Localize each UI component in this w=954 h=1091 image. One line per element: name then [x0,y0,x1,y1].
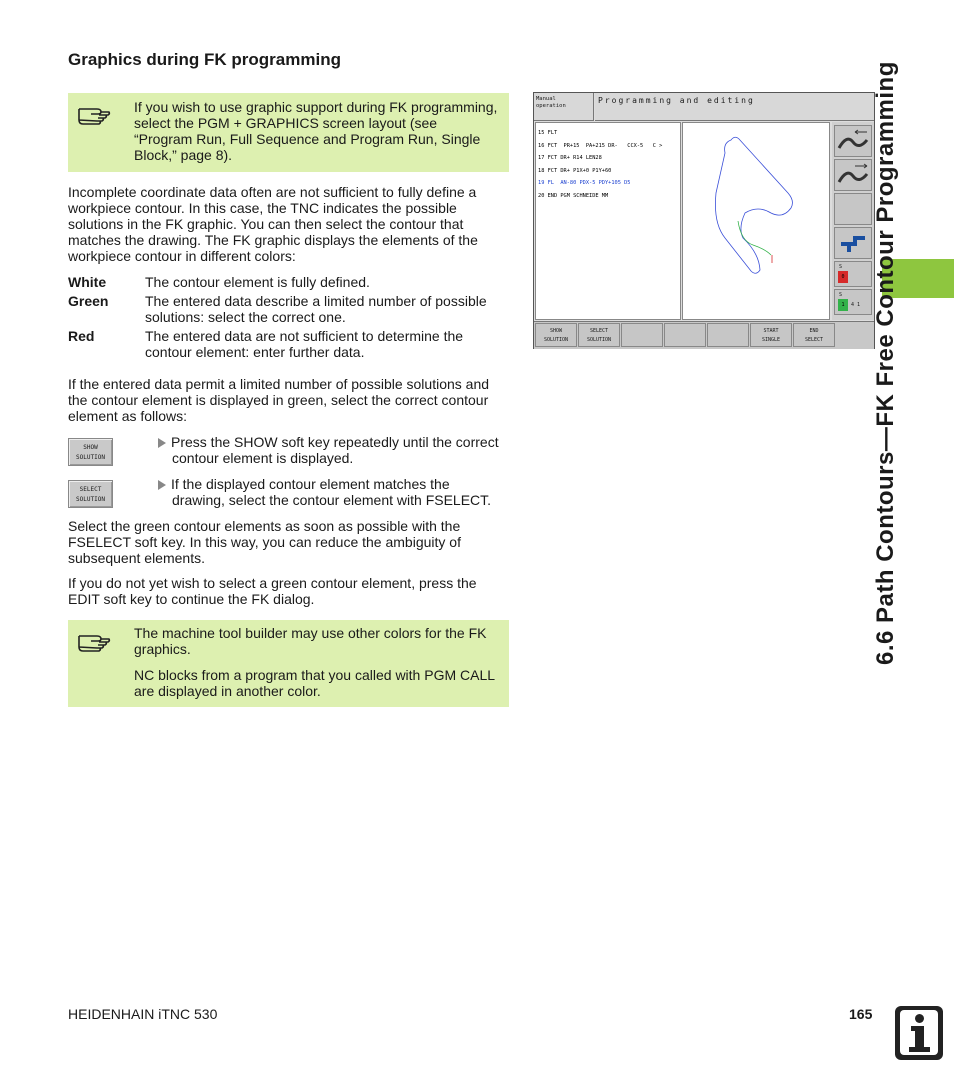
tool-softkey[interactable] [834,227,872,259]
status-badge: 1 [838,299,848,311]
contour-arrow-left-icon [835,126,871,156]
contour-arrow-right-icon [835,160,871,190]
softkey-label: END [809,328,819,334]
softkey-row [534,321,874,349]
program-panel [535,122,681,320]
step-show [158,434,510,466]
graphic-panel [682,122,830,320]
tool-icon [835,228,871,258]
softkey-label: SOLUTION [76,454,105,461]
spindle-on-softkey[interactable] [834,289,872,315]
step-text: contour element is displayed. [172,450,354,466]
screen-title: Programming and editing [595,93,874,121]
mode-label: operation [536,103,566,109]
softkey-label: S [839,292,843,298]
softkey-label: SELECT [804,337,824,343]
screen-softkey[interactable] [621,323,663,347]
page-title: Graphics during FK programming [68,50,341,69]
edit-paragraph: If you do not yet wish to select a green contour element, press the EDIT soft key to continue the FK dialog. [68,575,477,607]
term-white: White [68,274,107,290]
info-icon [895,1006,943,1060]
intro-paragraph: Incomplete coordinate data often are not sufficient to fully define a workpiece contour. In this case, the TNC indicates the possible solutions in the FK graphic. You can then select the contour that matches the drawing. The FK graphic displays the elements of the workpiece contour in different colors: [68,184,478,264]
select-paragraph: Select the green contour elements as soon as possible with the FSELECT soft key. In this way, you can reduce the ambiguity of subsequent elements. [68,518,461,566]
pointing-hand-icon [77,628,111,654]
screen-softkey[interactable] [535,323,577,347]
step-arrow-icon [158,480,166,490]
term-green: Green [68,293,109,309]
program-line[interactable]: 18 FCT DR+ P1X+0 P1Y+60 [538,167,612,174]
softkey-label: SOLUTION [76,496,105,503]
step-text: If the displayed contour element matches the [171,476,450,492]
side-softkey-column [832,122,874,320]
screen-softkey[interactable] [750,323,792,347]
softkey-label: SHOW [549,328,563,334]
step-text: drawing, select the contour element with FSELECT. [172,492,492,508]
show-solution-softkey[interactable] [68,438,113,466]
softkey-label: SELECT [79,486,102,493]
contour-graphic [683,123,829,319]
limited-paragraph: If the entered data permit a limited number of possible solutions and the contour element is displayed in green, select the correct contour element as follows: [68,376,490,424]
chapter-title-text: 6.6 Path Contours—FK Free Contour Programming [872,61,899,665]
softkey-label: SOLUTION [586,337,612,343]
select-solution-softkey[interactable] [68,480,113,508]
term-red: Red [68,328,95,344]
softkey-label: SHOW [83,444,98,451]
softkey-label: SOLUTION [543,337,569,343]
program-line[interactable]: 20 END PGM SCHNEIDE MM [538,192,609,199]
softkey-label: 4 1 [851,302,861,308]
program-line[interactable]: 19 FL AN-80 PDX-5 PDY+105 D5 [538,180,631,186]
step-text: Press the SHOW soft key repeatedly until the correct [171,434,499,450]
softkey-label: START [763,328,779,334]
blank-softkey[interactable] [834,193,872,225]
note-box [68,93,509,172]
note-text: If you wish to use graphic support during FK programming, select the PGM + GRAPHICS screen layout (see “Program Run, Full Sequence and Program Run, Single Block,” page 8). [134,99,498,163]
softkey-label: SELECT [589,328,609,334]
step-arrow-icon [158,438,166,448]
screen-softkey[interactable] [578,323,620,347]
spindle-off-softkey[interactable] [834,261,872,287]
note-text: The machine tool builder may use other colors for the FK graphics. [134,625,487,657]
page-number: 165 [849,1006,873,1022]
note-text: NC blocks from a program that you called with PGM CALL are displayed in another color. [134,667,495,699]
tnc-screen [533,92,875,349]
screen-softkey[interactable] [793,323,835,347]
mode-indicator [534,93,594,121]
def-white: The contour element is fully defined. [145,274,370,290]
softkey-label: SINGLE [761,337,781,343]
program-line[interactable]: 16 FCT PR+15 PA+215 DR- CCX-5 C > [538,142,663,149]
contour-forward-softkey[interactable] [834,125,872,157]
pointing-hand-icon [77,101,111,127]
mode-label: Manual [536,96,556,102]
screen-softkey[interactable] [664,323,706,347]
def-green: The entered data describe a limited number of possible solutions: select the correct one. [145,293,487,325]
def-red: The entered data are not sufficient to determine the contour element: enter further data. [145,328,464,360]
program-line[interactable]: 17 FCT DR+ R14 LEN28 [538,155,602,161]
note-box [68,620,509,707]
status-badge: 0 [838,271,848,283]
softkey-label: S [839,264,843,270]
program-line[interactable]: 15 FLT [538,130,558,136]
footer-product: HEIDENHAIN iTNC 530 [68,1006,218,1022]
step-select [158,476,510,508]
contour-back-softkey[interactable] [834,159,872,191]
screen-softkey[interactable] [707,323,749,347]
